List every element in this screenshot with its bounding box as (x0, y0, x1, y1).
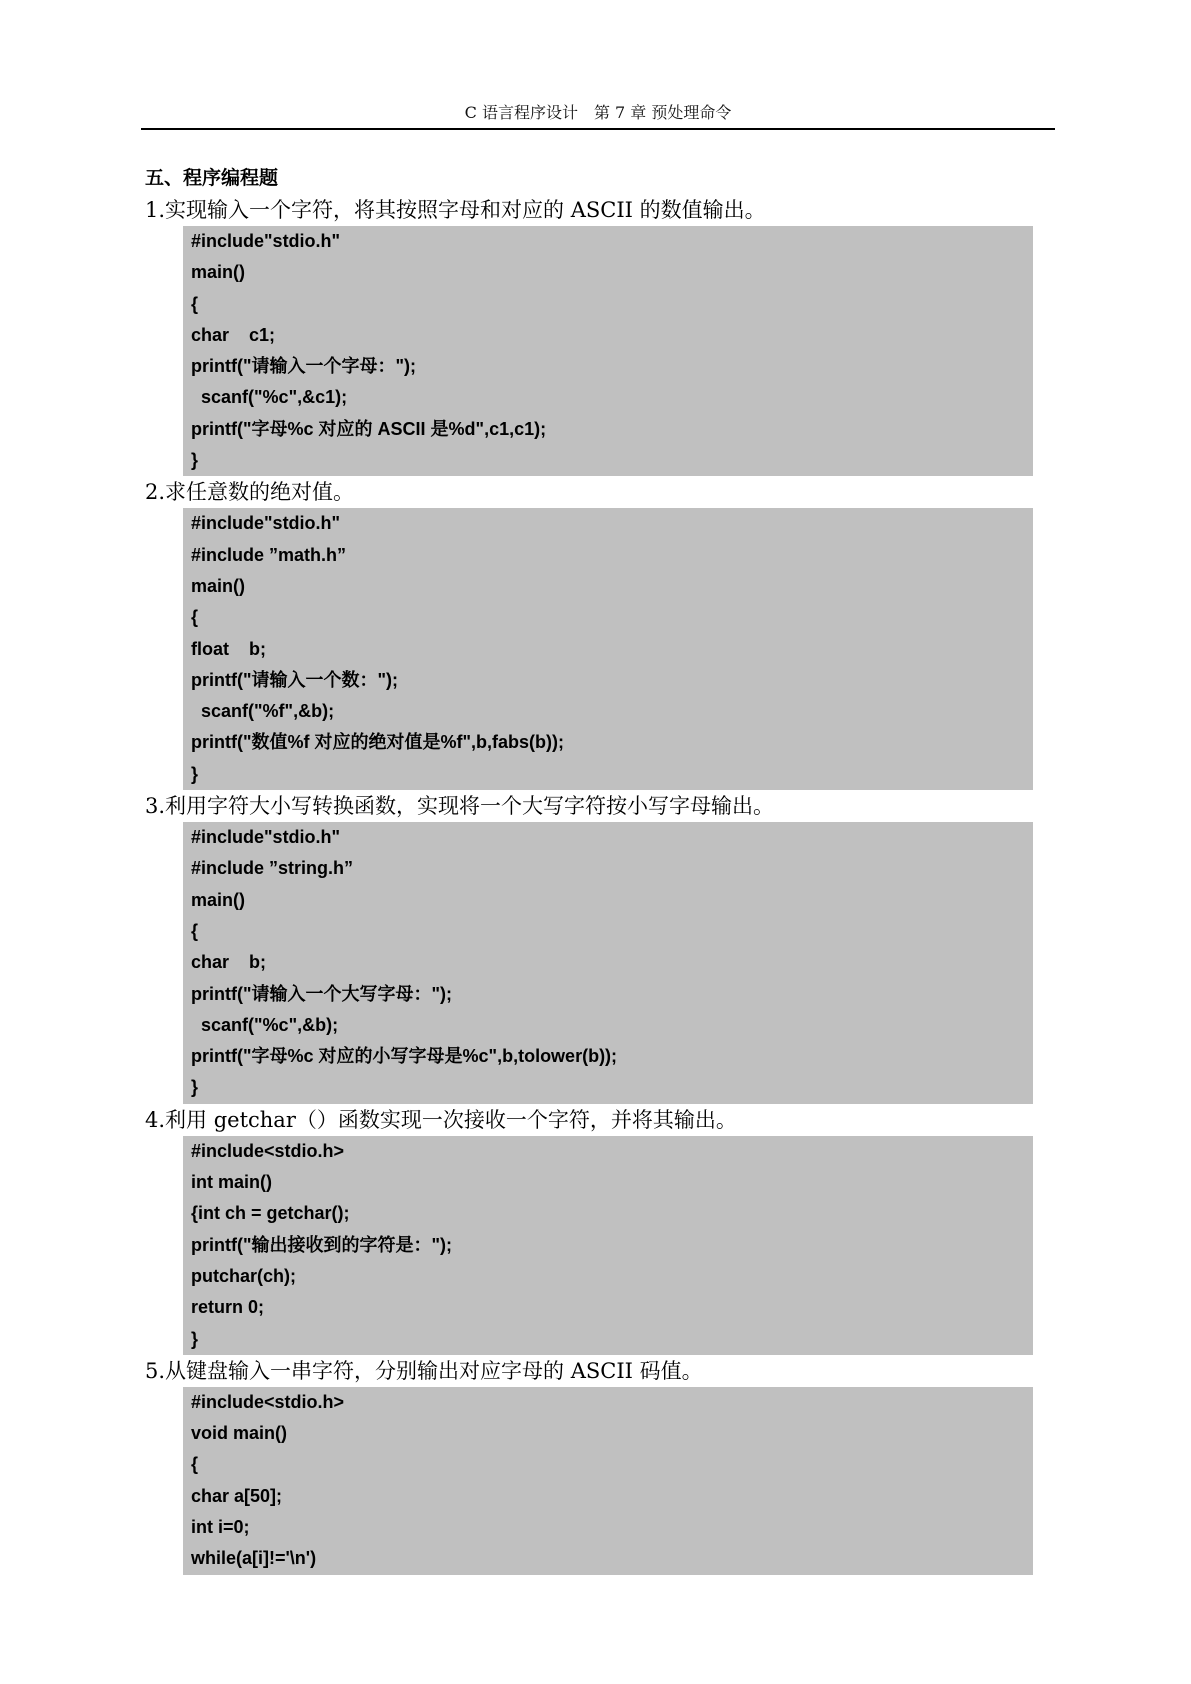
code-line: printf("请输入一个字母："); (191, 356, 417, 377)
code-line: } (191, 1077, 199, 1098)
code-line: { (191, 607, 199, 628)
code-line: while(a[i]!='\n') (191, 1548, 317, 1569)
code-line: #include ”math.h” (191, 544, 347, 565)
question-4: 4.利用 getchar（）函数实现一次接收一个字符，并将其输出。 (145, 1107, 737, 1132)
code-line: #include<stdio.h> (191, 1140, 345, 1161)
code-line: main() (191, 575, 245, 596)
code-line: { (191, 920, 199, 941)
header-rule (141, 128, 1055, 130)
code-block-3 (183, 822, 1033, 1104)
code-block-4 (183, 1136, 1033, 1355)
code-line: int main() (191, 1172, 272, 1193)
code-line: int i=0; (191, 1516, 250, 1537)
code-line: #include"stdio.h" (191, 827, 341, 848)
code-line: printf("输出接收到的字符是："); (191, 1234, 453, 1255)
code-line: void main() (191, 1423, 288, 1444)
code-line: main() (191, 262, 245, 283)
code-line: printf("请输入一个数："); (191, 669, 399, 690)
code-line: scanf("%c",&c1); (201, 387, 348, 408)
question-3: 3.利用字符大小写转换函数，实现将一个大写字符按小写字母输出。 (145, 794, 775, 819)
page-header: C 语言程序设计 第 7 章 预处理命令 (464, 103, 732, 122)
code-line: #include ”string.h” (191, 858, 354, 879)
code-line: {int ch = getchar(); (191, 1203, 350, 1224)
code-line: { (191, 1454, 199, 1475)
code-line: float b; (191, 638, 266, 659)
code-line: } (191, 1328, 199, 1349)
code-line: char a[50]; (191, 1485, 283, 1506)
code-block-2 (183, 508, 1033, 790)
code-line: scanf("%c",&b); (201, 1014, 339, 1035)
code-line: printf("数值%f 对应的绝对值是%f",b,fabs(b)); (191, 732, 565, 753)
code-block-5 (183, 1387, 1033, 1575)
code-line: putchar(ch); (191, 1265, 296, 1286)
question-1: 1.实现输入一个字符，将其按照字母和对应的 ASCII 的数值输出。 (145, 198, 766, 222)
code-line: char c1; (191, 324, 276, 345)
code-line: return 0; (191, 1297, 265, 1318)
code-line: { (191, 293, 199, 314)
code-line: } (191, 450, 199, 471)
code-line: scanf("%f",&b); (201, 701, 335, 722)
code-line: printf("请输入一个大写字母："); (191, 983, 453, 1004)
code-line: #include"stdio.h" (191, 513, 341, 534)
code-line: #include"stdio.h" (191, 231, 341, 251)
code-block-1 (183, 226, 1033, 476)
section-title: 五、程序编程题 (145, 167, 279, 189)
code-line: char b; (191, 952, 267, 973)
question-2: 2.求任意数的绝对值。 (145, 480, 355, 505)
question-5: 5.从键盘输入一串字符，分别输出对应字母的 ASCII 码值。 (145, 1358, 703, 1383)
code-line: printf("字母%c 对应的 ASCII 是%d",c1,c1); (191, 418, 547, 439)
code-line: printf("字母%c 对应的小写字母是%c",b,tolower(b)); (191, 1046, 618, 1067)
code-line: #include<stdio.h> (191, 1391, 345, 1412)
page-content (145, 162, 1035, 1575)
code-line: main() (191, 889, 245, 910)
code-line: } (191, 763, 199, 784)
